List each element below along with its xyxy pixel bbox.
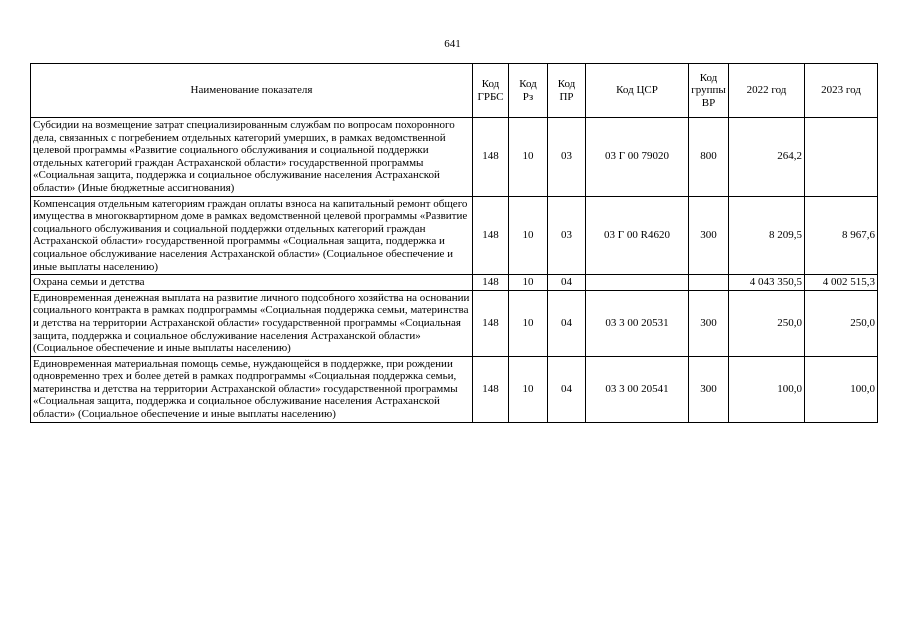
row-rz: 10 — [509, 356, 548, 422]
row-name: Субсидии на возмещение затрат специализированным службам по вопросам похоронного дела, связанных с погребением отдельных категорий умерших, в рамках ведомственной целевой программы «Развитие социального обслуживания и социальной поддержки отдельных категорий граждан Астраханской области» государственной программы «Социальная защита, поддержка и социальное обслуживание населения Астраханской области» (Иные бюджетные ассигнования) — [31, 118, 473, 197]
header-vr: Код группы ВР — [689, 64, 729, 118]
row-pr: 04 — [548, 290, 586, 356]
row-vr — [689, 275, 729, 291]
budget-table — [30, 63, 878, 423]
header-2022: 2022 год — [729, 64, 805, 118]
header-rz: Код Рз — [509, 64, 548, 118]
row-name: Охрана семьи и детства — [31, 275, 473, 291]
row-2023: 4 002 515,3 — [805, 275, 878, 291]
row-rz: 10 — [509, 196, 548, 275]
row-2022: 250,0 — [729, 290, 805, 356]
row-rz: 10 — [509, 275, 548, 291]
table-row — [31, 275, 878, 291]
row-2023: 250,0 — [805, 290, 878, 356]
row-name: Единовременная материальная помощь семье, нуждающейся в поддержке, при рождении одновременно трех и более детей в рамках подпрограммы «Социальная поддержка семьи, материнства и детства на территории Астраханской области» государственной программы «Социальная защита, поддержка и социальное обслуживание населения Астраханской области» (Социальное обеспечение и иные выплаты населению) — [31, 356, 473, 422]
row-csr: 03 Г 00 R4620 — [586, 196, 689, 275]
row-name: Единовременная денежная выплата на развитие личного подсобного хозяйства на основании социального контракта в рамках подпрограммы «Социальная поддержка семьи, материнства и детства на территории Астраханской области» государственной программы «Социальная защита, поддержка и социальное обслуживание населения Астраханской области» (Социальное обеспечение и иные выплаты населению) — [31, 290, 473, 356]
row-csr: 03 3 00 20531 — [586, 290, 689, 356]
row-2023: 100,0 — [805, 356, 878, 422]
row-vr: 300 — [689, 196, 729, 275]
row-vr: 800 — [689, 118, 729, 197]
row-2022: 8 209,5 — [729, 196, 805, 275]
table-row — [31, 290, 878, 356]
row-rz: 10 — [509, 290, 548, 356]
table-row — [31, 196, 878, 275]
row-pr: 03 — [548, 118, 586, 197]
row-pr: 04 — [548, 275, 586, 291]
header-pr: Код ПР — [548, 64, 586, 118]
row-grbs: 148 — [473, 196, 509, 275]
header-grbs: Код ГРБС — [473, 64, 509, 118]
row-csr: 03 Г 00 79020 — [586, 118, 689, 197]
table-row — [31, 356, 878, 422]
row-grbs: 148 — [473, 275, 509, 291]
row-grbs: 148 — [473, 118, 509, 197]
row-pr: 03 — [548, 196, 586, 275]
header-csr: Код ЦСР — [586, 64, 689, 118]
header-name: Наименование показателя — [31, 64, 473, 118]
header-2023: 2023 год — [805, 64, 878, 118]
row-grbs: 148 — [473, 290, 509, 356]
row-2023: 8 967,6 — [805, 196, 878, 275]
row-rz: 10 — [509, 118, 548, 197]
row-vr: 300 — [689, 290, 729, 356]
page-number: 641 — [444, 38, 461, 50]
row-pr: 04 — [548, 356, 586, 422]
row-2022: 264,2 — [729, 118, 805, 197]
row-name: Компенсация отдельным категориям граждан оплаты взноса на капитальный ремонт общего имущества в многоквартирном доме в рамках ведомственной целевой программы «Развитие социального обслуживания и социальной поддержки отдельных категорий граждан Астраханской области» государственной программы «Социальная защита, поддержка и социальное обслуживание населения Астраханской области» (Социальное обеспечение и иные выплаты населению) — [31, 196, 473, 275]
row-grbs: 148 — [473, 356, 509, 422]
row-2022: 100,0 — [729, 356, 805, 422]
row-csr: 03 3 00 20541 — [586, 356, 689, 422]
row-vr: 300 — [689, 356, 729, 422]
row-2022: 4 043 350,5 — [729, 275, 805, 291]
row-csr — [586, 275, 689, 291]
row-2023 — [805, 118, 878, 197]
header-row — [31, 64, 878, 118]
table-row — [31, 118, 878, 197]
